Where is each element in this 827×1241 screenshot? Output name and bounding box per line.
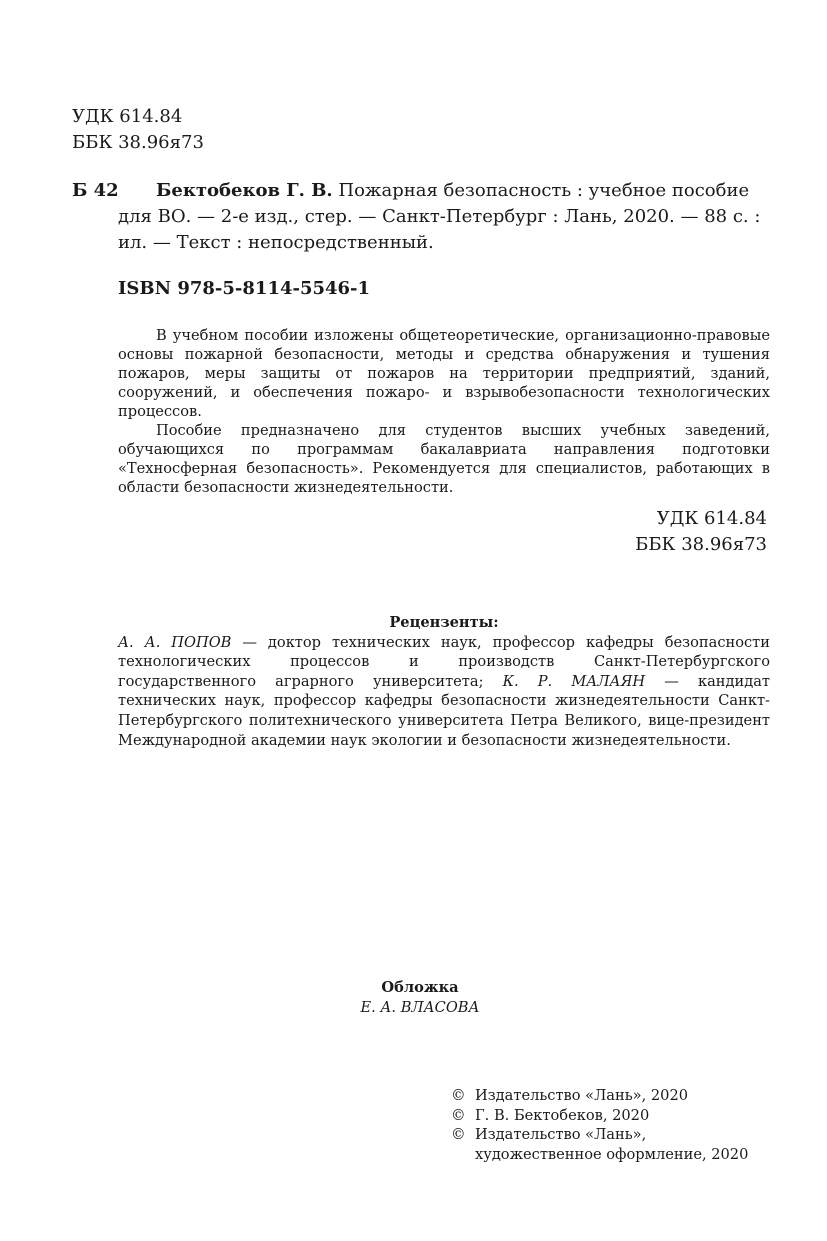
reviewer-1-text: — доктор технических наук, профессор кафедры безопасности технологических процессов и производств Санкт-Петербургского государственного аграрного университета; <box>118 633 770 690</box>
reviewers-body <box>118 633 770 751</box>
udk-code-bottom: УДК 614.84 <box>656 508 767 529</box>
copyright-line-3 <box>451 1125 748 1145</box>
reviewer-2-name: К. Р. МАЛАЯН <box>502 672 646 690</box>
copyright-icon: © <box>451 1087 466 1104</box>
reviewers-title: Рецензенты: <box>389 614 499 631</box>
copyright-line-2 <box>451 1106 748 1126</box>
reviewers <box>118 613 770 750</box>
copyright-text-3: Издательство «Лань», <box>475 1126 647 1144</box>
udk-bbk-header <box>72 104 204 156</box>
reviewer-2-text: — кандидат технических наук, профессор кафедры безопасности жизнедеятельности Санкт-Петербургского политехнического университета Петра Великого, вице-президент Международной академии наук экологии и безопасности жизнедеятельности. <box>118 672 770 749</box>
udk-bbk-footer <box>635 506 767 558</box>
cover-title: Обложка <box>381 979 459 996</box>
copyright-text-2: Г. В. Бектобеков, 2020 <box>475 1106 650 1124</box>
bbk-code-bottom: ББК 38.96я73 <box>635 534 767 555</box>
copyright-line-1 <box>451 1086 748 1106</box>
isbn: ISBN 978-5-8114-5546-1 <box>118 278 371 299</box>
udk-code: УДК 614.84 <box>72 106 183 127</box>
copyright-icon: © <box>451 1126 466 1144</box>
copyright-text-1: Издательство «Лань», 2020 <box>475 1087 689 1104</box>
catalog-entry <box>72 178 772 256</box>
reviewer-1-name: А. А. ПОПОВ <box>118 633 232 651</box>
copyright-icon: © <box>451 1106 466 1124</box>
annotation-paragraph-1: В учебном пособии изложены общетеоретические, организационно-правовые основы пожарной безопасности, методы и средства обнаружения и тушения пожаров, меры защиты от пожаров на территории предприятий, зданий, сооружений, и обеспечения пожаро- и взрывобезопасности технологических процессов. <box>118 327 770 420</box>
bbk-code: ББК 38.96я73 <box>72 132 204 153</box>
cover-credit <box>320 978 520 1017</box>
copyright-line-3-continued: художественное оформление, 2020 <box>475 1145 749 1163</box>
catalog-description: Пожарная безопасность : учебное пособие для ВО. — 2-е изд., стер. — Санкт-Петербург : Лань, 2020. — 88 с. : ил. — Текст : непосредственный. <box>118 180 761 253</box>
copyright-block <box>451 1086 748 1164</box>
annotation-paragraph-2: Пособие предназначено для студентов высших учебных заведений, обучающихся по программам бакалавриата направления подготовки «Техносферная безопасность». Рекомендуется для специалистов, работающих в области безопасности жизнедеятельности. <box>118 422 770 496</box>
catalog-author: Бектобеков Г. В. <box>156 180 333 201</box>
annotation <box>118 326 770 497</box>
cover-artist: Е. А. ВЛАСОВА <box>360 998 480 1016</box>
catalog-text <box>118 178 772 256</box>
catalog-code: Б 42 <box>72 180 119 201</box>
